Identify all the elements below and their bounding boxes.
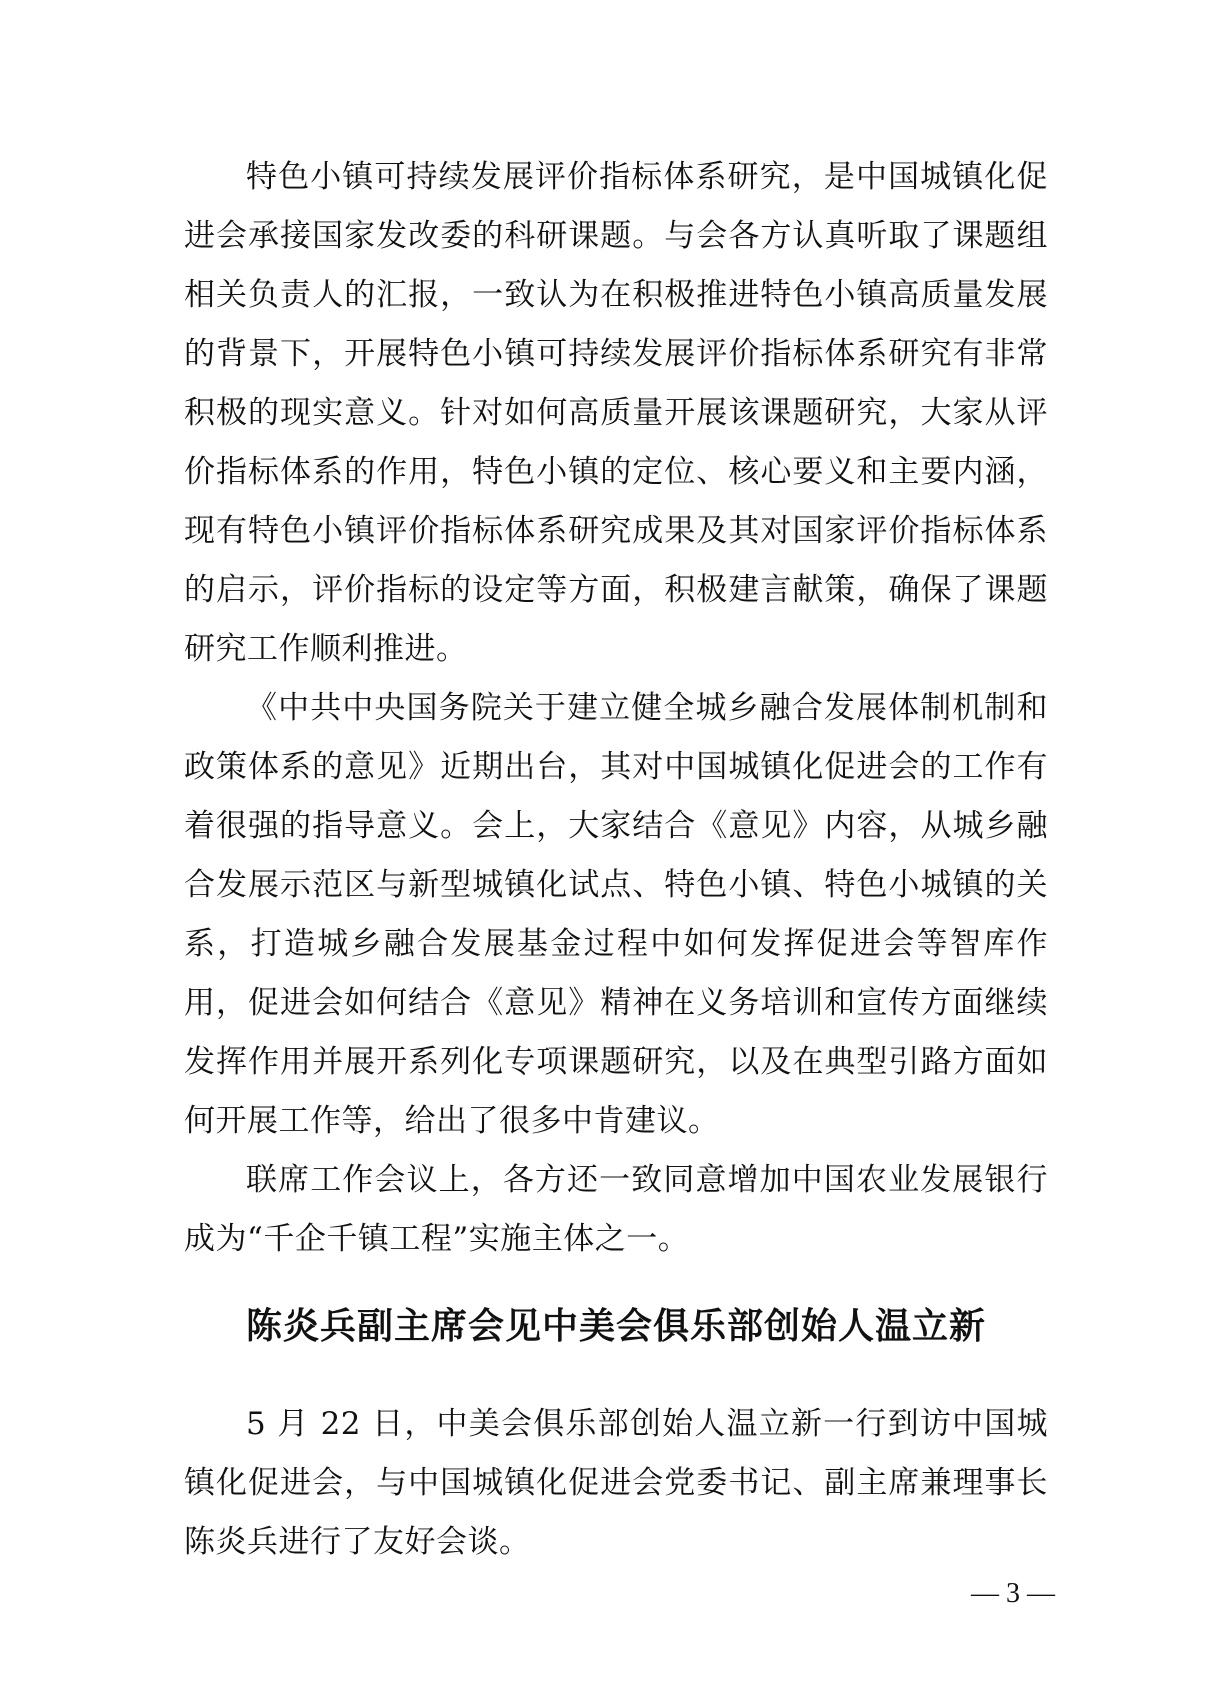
paragraph-evaluation-research: 特色小镇可持续发展评价指标体系研究，是中国城镇化促进会承接国家发改委的科研课题。与会各方认真听取了课题组相关负责人的汇报，一致认为在积极推进特色小镇高质量发展的背景下，开展特色小镇可持续发展评价指标体系研究有非常积极的现实意义。针对如何高质量开展该课题研究，大家从评价指标体系的作用，特色小镇的定位、核心要义和主要内涵，现有特色小镇评价指标体系研究成果及其对国家评价指标体系的启示，评价指标的设定等方面，积极建言献策，确保了课题研究工作顺利推进。 <box>184 159 1048 667</box>
section-heading: 陈炎兵副主席会见中美会俱乐部创始人温立新 <box>245 1306 986 1347</box>
paragraph-meeting: 5 月 22 日，中美会俱乐部创始人温立新一行到访中国城镇化促进会，与中国城镇化促进会党委书记、副主席兼理事长陈炎兵进行了友好会谈。 <box>184 1406 1048 1560</box>
page-number: — 3 — <box>971 1578 1055 1609</box>
document-body <box>184 148 1048 1572</box>
paragraph-urban-rural-integration: 《中共中央国务院关于建立健全城乡融合发展体制机制和政策体系的意见》近期出台，其对中国城镇化促进会的工作有着很强的指导意义。会上，大家结合《意见》内容，从城乡融合发展示范区与新型城镇化试点、特色小镇、特色小城镇的关系，打造城乡融合发展基金过程中如何发挥促进会等智库作用，促进会如何结合《意见》精神在义务培训和宣传方面继续发挥作用并展开系列化专项课题研究，以及在典型引路方面如何开展工作等，给出了很多中肯建议。 <box>184 690 1048 1139</box>
paragraph-agricultural-bank: 联席工作会议上，各方还一致同意增加中国农业发展银行成为“千企千镇工程”实施主体之一。 <box>184 1162 1048 1257</box>
